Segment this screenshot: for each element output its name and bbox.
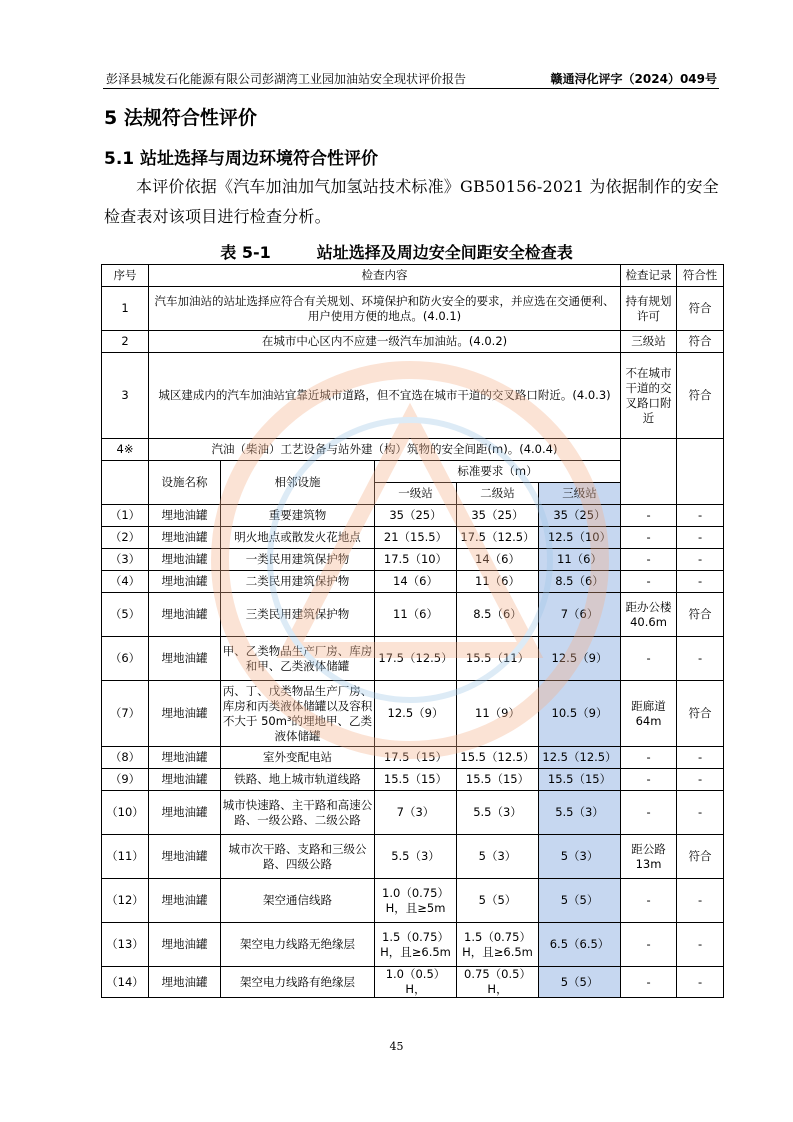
row-result: 符合 <box>677 593 724 637</box>
table-row <box>102 505 724 527</box>
table-row <box>102 637 724 681</box>
row-no: （9） <box>102 769 149 791</box>
subheader-standard: 标准要求（m） <box>375 461 621 483</box>
header-content: 检查内容 <box>149 265 621 287</box>
table-row <box>102 331 724 353</box>
row-level1: 14（6） <box>375 571 457 593</box>
row-level3: 7（6） <box>539 593 621 637</box>
row-no: （2） <box>102 527 149 549</box>
row-level1: 1.5（0.75）H，且≥6.5m <box>375 923 457 967</box>
header-record: 检查记录 <box>621 265 677 287</box>
row-level2: 5（3） <box>457 835 539 879</box>
header-divider <box>103 88 719 89</box>
row-level1: 35（25） <box>375 505 457 527</box>
table-caption-title: 站址选择及周边安全间距安全检查表 <box>316 243 573 262</box>
row-level1: 17.5（12.5） <box>375 637 457 681</box>
header-report-title: 彭泽县城发石化能源有限公司彭湖湾工业园加油站安全现状评价报告 <box>106 72 467 86</box>
table-row <box>102 527 724 549</box>
row-record: - <box>621 527 677 549</box>
row-result: 符合 <box>677 835 724 879</box>
row-no: （8） <box>102 747 149 769</box>
row-level2: 15.5（12.5） <box>457 747 539 769</box>
row-level2: 15.5（11） <box>457 637 539 681</box>
row-facility: 埋地油罐 <box>149 791 221 835</box>
row-result: - <box>677 923 724 967</box>
row-record: - <box>621 505 677 527</box>
table-row <box>102 439 724 461</box>
table-row <box>102 879 724 923</box>
row-facility: 埋地油罐 <box>149 505 221 527</box>
row-result: - <box>677 549 724 571</box>
section-title: 5 法规符合性评价 <box>104 107 257 129</box>
safety-checklist-table <box>101 264 724 998</box>
row-adjacent: 架空通信线路 <box>221 879 375 923</box>
row-adjacent: 一类民用建筑保护物 <box>221 549 375 571</box>
item-result: 符合 <box>677 331 724 353</box>
row-result: - <box>677 505 724 527</box>
row-level3: 35（25） <box>539 505 621 527</box>
item-no: 4※ <box>102 439 149 461</box>
row-level3: 12.5（10） <box>539 527 621 549</box>
row-adjacent: 明火地点或散发火花地点 <box>221 527 375 549</box>
table-row <box>102 769 724 791</box>
row-record: 距廊道64m <box>621 681 677 747</box>
section-paragraph: 本评价依据《汽车加油加气加氢站技术标准》GB50156-2021 为依据制作的安全检查表对该项目进行检查分析。 <box>104 177 719 226</box>
row-facility: 埋地油罐 <box>149 681 221 747</box>
row-level3: 5（5） <box>539 967 621 998</box>
row-no: （11） <box>102 835 149 879</box>
header-no: 序号 <box>102 265 149 287</box>
row-level1: 21（15.5） <box>375 527 457 549</box>
table-row <box>102 967 724 998</box>
row-level3: 8.5（6） <box>539 571 621 593</box>
row-result: - <box>677 527 724 549</box>
row-facility: 埋地油罐 <box>149 923 221 967</box>
row-facility: 埋地油罐 <box>149 967 221 998</box>
row-record: - <box>621 769 677 791</box>
row-no: （4） <box>102 571 149 593</box>
row-level3: 10.5（9） <box>539 681 621 747</box>
table-row <box>102 287 724 331</box>
row-level1: 7（3） <box>375 791 457 835</box>
row-level1: 15.5（15） <box>375 769 457 791</box>
row-no: （13） <box>102 923 149 967</box>
row-facility: 埋地油罐 <box>149 637 221 681</box>
row-adjacent: 甲、乙类物品生产厂房、库房和甲、乙类液体储罐 <box>221 637 375 681</box>
row-facility: 埋地油罐 <box>149 835 221 879</box>
row-level1: 1.0（0.75）H，且≥5m <box>375 879 457 923</box>
table-row <box>102 549 724 571</box>
item-record <box>621 439 677 505</box>
row-record: - <box>621 571 677 593</box>
row-no: （5） <box>102 593 149 637</box>
row-no: （6） <box>102 637 149 681</box>
row-adjacent: 三类民用建筑保护物 <box>221 593 375 637</box>
row-record: - <box>621 549 677 571</box>
item-content: 汽油（柴油）工艺设备与站外建（构）筑物的安全间距(m)。(4.0.4) <box>149 439 621 461</box>
row-record: 距公路13m <box>621 835 677 879</box>
row-result: - <box>677 769 724 791</box>
row-result: - <box>677 747 724 769</box>
table-row <box>102 835 724 879</box>
table-row <box>102 747 724 769</box>
row-level2: 0.75（0.5）H， <box>457 967 539 998</box>
row-level1: 17.5（15） <box>375 747 457 769</box>
header-report-number: 赣通浔化评字（2024）049号 <box>550 72 717 86</box>
row-record: - <box>621 637 677 681</box>
row-level3: 12.5（12.5） <box>539 747 621 769</box>
item-record: 持有规划许可 <box>621 287 677 331</box>
row-record: - <box>621 791 677 835</box>
row-adjacent: 架空电力线路有绝缘层 <box>221 967 375 998</box>
item-content: 城区建成内的汽车加油站宜靠近城市道路，但不宜选在城市干道的交叉路口附近。(4.0.3) <box>149 353 621 439</box>
table-row <box>102 923 724 967</box>
section-subtitle: 5.1 站址选择与周边环境符合性评价 <box>104 149 379 169</box>
item-result <box>677 439 724 505</box>
table-caption <box>0 240 793 263</box>
subheader-level2: 二级站 <box>457 483 539 505</box>
row-facility: 埋地油罐 <box>149 527 221 549</box>
row-record: - <box>621 967 677 998</box>
row-result: - <box>677 967 724 998</box>
row-result: - <box>677 879 724 923</box>
row-adjacent: 架空电力线路无绝缘层 <box>221 923 375 967</box>
row-adjacent: 城市次干路、支路和三级公路、四级公路 <box>221 835 375 879</box>
item-record: 三级站 <box>621 331 677 353</box>
row-no: （1） <box>102 505 149 527</box>
row-adjacent: 丙、丁、戊类物品生产厂房、库房和丙类液体储罐以及容积不大于 50m³的埋地甲、乙类液体储罐 <box>221 681 375 747</box>
table-row <box>102 353 724 439</box>
row-level3: 6.5（6.5） <box>539 923 621 967</box>
subheader-adjacent: 相邻设施 <box>221 461 375 505</box>
subheader-facility: 设施名称 <box>149 461 221 505</box>
row-level1: 11（6） <box>375 593 457 637</box>
row-level3: 12.5（9） <box>539 637 621 681</box>
row-level3: 5（3） <box>539 835 621 879</box>
row-record: 距办公楼40.6m <box>621 593 677 637</box>
row-facility: 埋地油罐 <box>149 769 221 791</box>
item-record: 不在城市干道的交叉路口附近 <box>621 353 677 439</box>
row-level2: 5.5（3） <box>457 791 539 835</box>
row-level2: 35（25） <box>457 505 539 527</box>
row-adjacent: 铁路、地上城市轨道线路 <box>221 769 375 791</box>
row-level1: 5.5（3） <box>375 835 457 879</box>
item-content: 汽车加油站的站址选择应符合有关规划、环境保护和防火安全的要求，并应选在交通便利、用户使用方便的地点。(4.0.1) <box>149 287 621 331</box>
row-adjacent: 城市快速路、主干路和高速公路、一级公路、二级公路 <box>221 791 375 835</box>
item-no: 2 <box>102 331 149 353</box>
row-no: （12） <box>102 879 149 923</box>
row-result: - <box>677 791 724 835</box>
row-level2: 5（5） <box>457 879 539 923</box>
row-record: - <box>621 923 677 967</box>
header-result: 符合性 <box>677 265 724 287</box>
row-no: （3） <box>102 549 149 571</box>
item-content: 在城市中心区内不应建一级汽车加油站。(4.0.2) <box>149 331 621 353</box>
row-result: 符合 <box>677 681 724 747</box>
table-row <box>102 681 724 747</box>
table-header-row <box>102 265 724 287</box>
page-number: 45 <box>389 1040 404 1053</box>
table-row <box>102 571 724 593</box>
subheader-level1: 一级站 <box>375 483 457 505</box>
row-level3: 5.5（3） <box>539 791 621 835</box>
row-adjacent: 二类民用建筑保护物 <box>221 571 375 593</box>
subheader-level3: 三级站 <box>539 483 621 505</box>
row-facility: 埋地油罐 <box>149 549 221 571</box>
table-row <box>102 593 724 637</box>
row-record: - <box>621 747 677 769</box>
item-no: 3 <box>102 353 149 439</box>
row-level2: 1.5（0.75）H，且≥6.5m <box>457 923 539 967</box>
item-result: 符合 <box>677 287 724 331</box>
row-level2: 11（9） <box>457 681 539 747</box>
row-no: （10） <box>102 791 149 835</box>
row-adjacent: 重要建筑物 <box>221 505 375 527</box>
row-facility: 埋地油罐 <box>149 571 221 593</box>
row-level1: 12.5（9） <box>375 681 457 747</box>
row-level1: 17.5（10） <box>375 549 457 571</box>
row-level2: 15.5（15） <box>457 769 539 791</box>
item-result: 符合 <box>677 353 724 439</box>
row-adjacent: 室外变配电站 <box>221 747 375 769</box>
row-level2: 17.5（12.5） <box>457 527 539 549</box>
row-level3: 11（6） <box>539 549 621 571</box>
subheader-blank <box>102 461 149 505</box>
row-facility: 埋地油罐 <box>149 747 221 769</box>
row-level2: 8.5（6） <box>457 593 539 637</box>
row-result: - <box>677 637 724 681</box>
row-record: - <box>621 879 677 923</box>
row-no: （7） <box>102 681 149 747</box>
row-level1: 1.0（0.5）H， <box>375 967 457 998</box>
item-no: 1 <box>102 287 149 331</box>
row-level3: 15.5（15） <box>539 769 621 791</box>
table-caption-number: 表 5-1 <box>220 243 271 262</box>
row-facility: 埋地油罐 <box>149 593 221 637</box>
row-result: - <box>677 571 724 593</box>
row-level3: 5（5） <box>539 879 621 923</box>
row-facility: 埋地油罐 <box>149 879 221 923</box>
table-row <box>102 791 724 835</box>
row-level2: 11（6） <box>457 571 539 593</box>
row-level2: 14（6） <box>457 549 539 571</box>
row-no: （14） <box>102 967 149 998</box>
